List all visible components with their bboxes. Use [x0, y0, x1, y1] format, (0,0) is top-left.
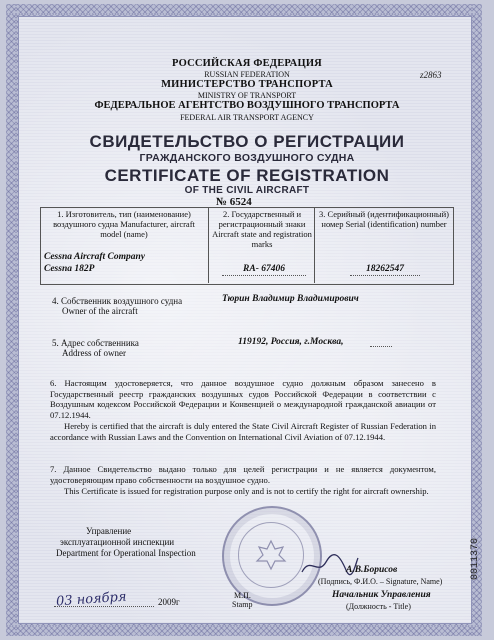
- clause7-ru: 7. Данное Свидетельство выдано только для целей регистрации и не является документом, удостоверяющим право собственности на воздушное судно.: [50, 464, 436, 485]
- clause6-en: Hereby is certified that the aircraft is duly entered the State Civil Aircraft Register of Russian Federation in accordance with Russian Laws and the Convention on International Civil Aviation of 07.12.1944.: [50, 421, 436, 442]
- title-ru-sub: ГРАЖДАНСКОГО ВОЗДУШНОГО СУДНА: [139, 152, 355, 164]
- serial-value: 18262547: [350, 264, 420, 276]
- title-caption: (Должность - Title): [346, 602, 411, 611]
- eagle-emblem-icon: [253, 537, 289, 573]
- clause7-en: This Certificate is issued for registration purpose only and is not to certify the right for aircraft ownership.: [64, 486, 429, 496]
- issuer-ru-2: эксплуатационной инспекции: [60, 537, 175, 547]
- title-ru: СВИДЕТЕЛЬСТВО О РЕГИСТРАЦИИ: [89, 132, 405, 151]
- title-en-sub: OF THE CIVIL AIRCRAFT: [184, 185, 310, 196]
- model-value: Cessna 182P: [44, 264, 95, 274]
- title-en: CERTIFICATE OF REGISTRATION: [104, 166, 390, 185]
- manufacturer-value: Cessna Aircraft Company: [44, 252, 145, 262]
- stamp-label-en: Stamp: [232, 600, 253, 609]
- agency-ru: ФЕДЕРАЛЬНОЕ АГЕНТСТВО ВОЗДУШНОГО ТРАНСПОРТА: [94, 100, 400, 111]
- owner-label-ru: 4. Собственник воздушного судна: [52, 296, 183, 306]
- table-divider-2: [314, 207, 315, 283]
- date-line: [54, 606, 154, 607]
- ministry-ru: МИНИСТЕРСТВО ТРАНСПОРТА: [161, 79, 333, 90]
- issuer-en: Department for Operational Inspection: [56, 548, 196, 558]
- country-en: RUSSIAN FEDERATION: [204, 70, 290, 79]
- signatory-title: Начальник Управления: [332, 590, 431, 600]
- table-divider-1: [208, 207, 209, 283]
- address-value: 119192, Россия, г.Москва,: [238, 337, 344, 347]
- issuer-ru-1: Управление: [86, 526, 132, 536]
- clause6-ru: 6. Настоящим удостоверяется, что данное воздушное судно должным образом занесено в Государственный реестр гражданских воздушных судов Российской Федерации в соответствии с Воздушным кодексом Российской Федерации и Конвенцией о международной гражданской авиации от 07.12.1944.: [50, 378, 436, 420]
- handwritten-date: 03 ноября: [55, 589, 127, 610]
- col2-label: 2. Государственный и регистрационный знаки Aircraft state and registration marks: [212, 209, 312, 249]
- certificate-number: № 6524: [216, 196, 252, 208]
- ministry-en: MINISTRY OF TRANSPORT: [197, 91, 297, 100]
- stamp-label-ru: М.П.: [234, 591, 251, 600]
- issue-year: 2009г: [158, 597, 180, 607]
- country-ru: РОССИЙСКАЯ ФЕДЕРАЦИЯ: [172, 58, 322, 69]
- col3-label: 3. Серийный (идентификационный) номер Serial (identification) number: [319, 209, 449, 229]
- owner-name: Тюрин Владимир Владимирович: [222, 294, 359, 304]
- address-dots: [370, 346, 392, 347]
- col1-label: 1. Изготовитель, тип (наименование) воздушного судна Manufacturer, aircraft model (name): [53, 209, 195, 239]
- signatory-name: А.В.Борисов: [346, 565, 398, 575]
- side-serial-number: 0011370: [470, 537, 481, 580]
- form-code: z2863: [420, 70, 442, 80]
- registration-value: RA- 67406: [222, 264, 306, 276]
- address-label-en: Address of owner: [62, 348, 126, 358]
- address-label-ru: 5. Адрес собственника: [52, 338, 139, 348]
- owner-label-en: Owner of the aircraft: [62, 306, 138, 316]
- signature-caption: (Подпись, Ф.И.О. – Signature, Name): [318, 577, 443, 586]
- agency-en: FEDERAL AIR TRANSPORT AGENCY: [180, 113, 314, 122]
